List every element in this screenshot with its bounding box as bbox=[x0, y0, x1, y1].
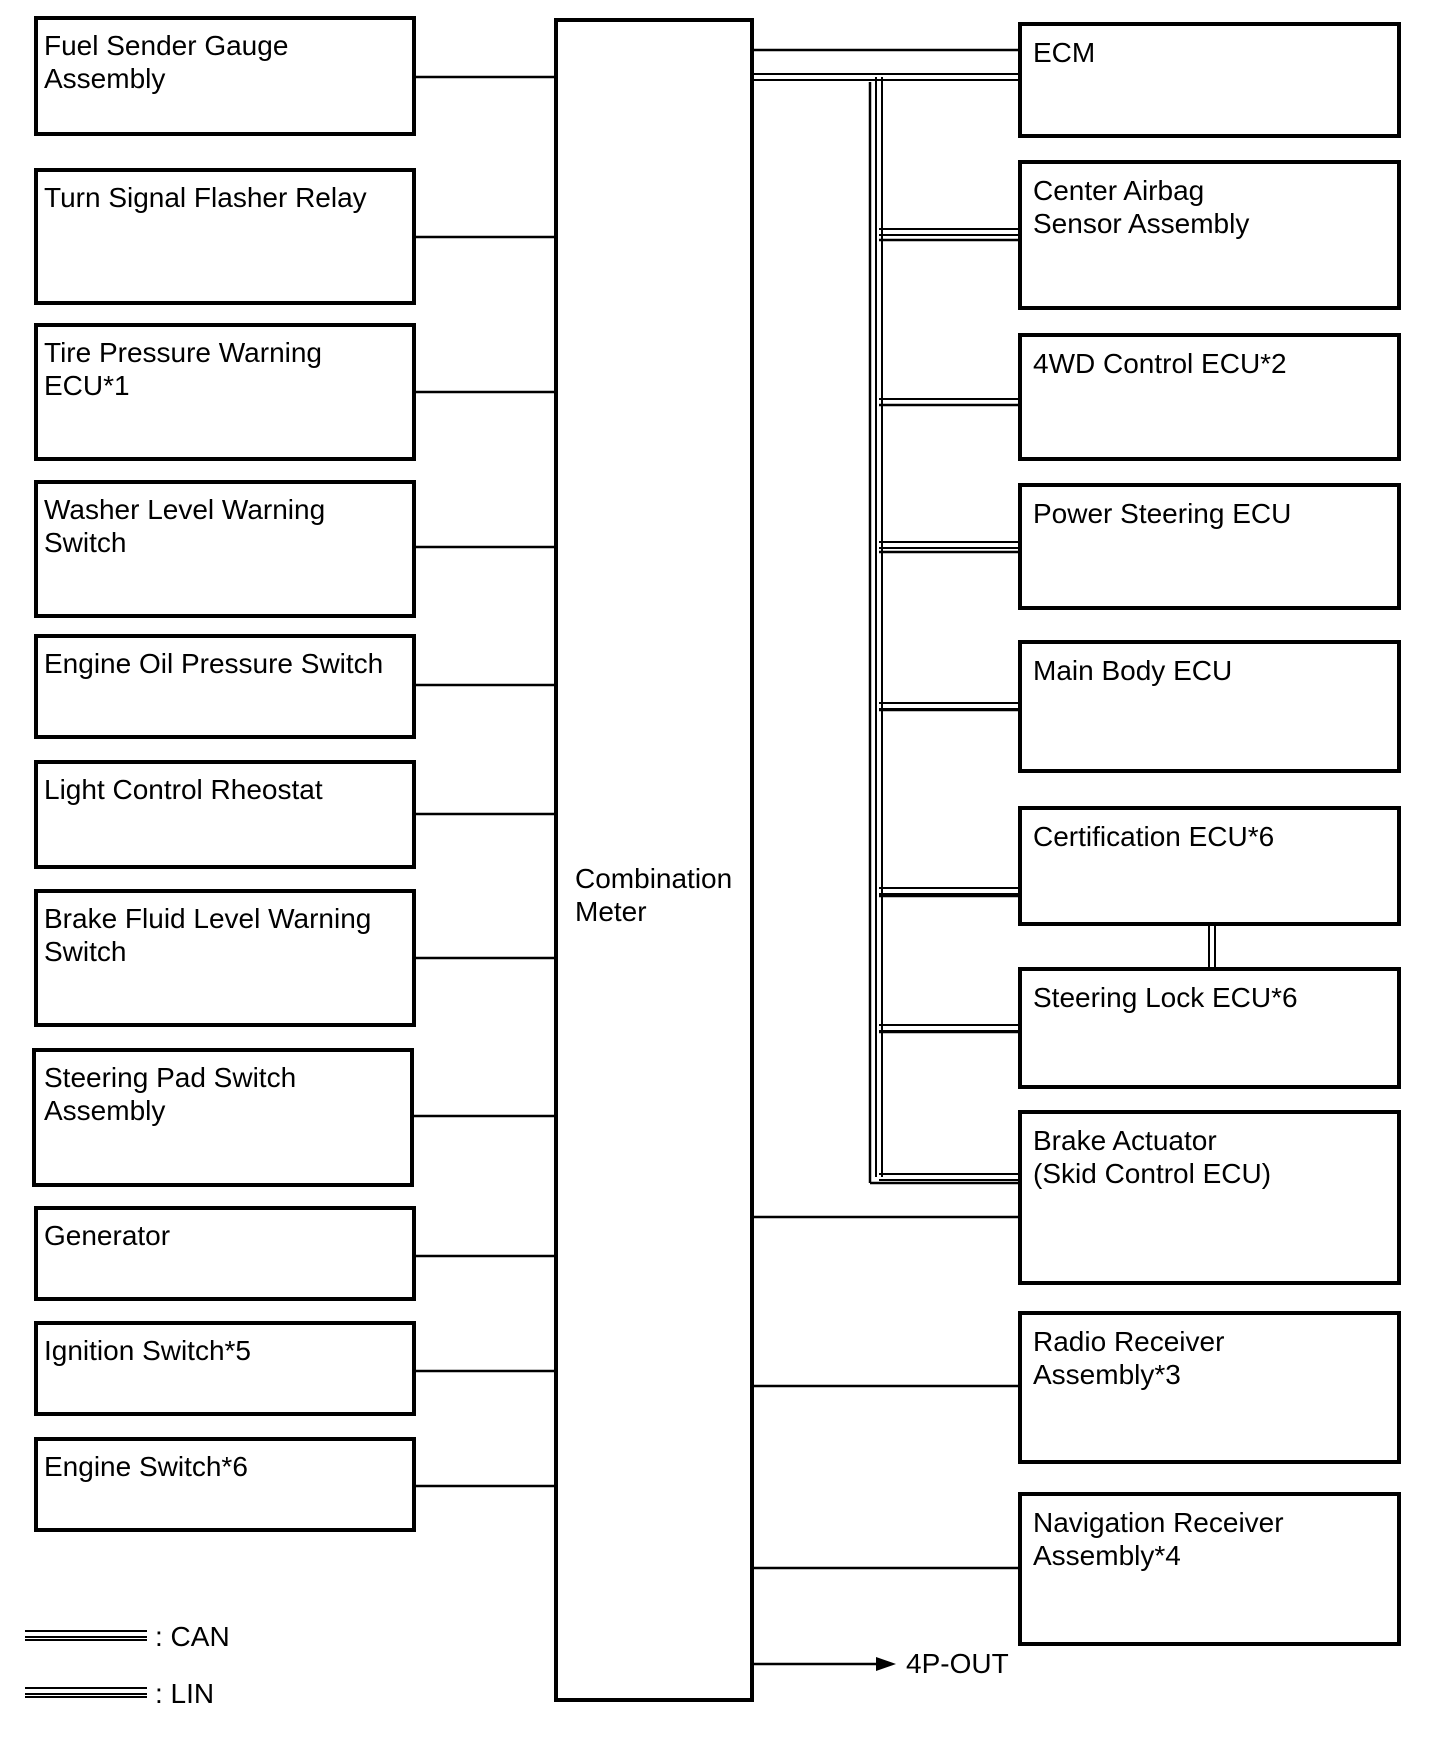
tire-pressure-warning-ecu-label-line: Tire Pressure Warning bbox=[44, 337, 323, 368]
combination-meter-label-line: Meter bbox=[575, 896, 647, 927]
can-branch-0 bbox=[879, 229, 1020, 235]
main-body-ecu-label bbox=[1033, 655, 1232, 686]
4wd-control-ecu-label-line: 4WD Control ECU*2 bbox=[1033, 348, 1287, 379]
radio-receiver-label-line: Assembly*3 bbox=[1033, 1359, 1181, 1390]
can-branch-brake bbox=[879, 1174, 1020, 1180]
legend-lin-label: : LIN bbox=[155, 1678, 215, 1709]
legend-lin-sample bbox=[25, 1688, 147, 1694]
fuel-sender-gauge-label-line: Fuel Sender Gauge bbox=[44, 30, 289, 61]
ecm-label bbox=[1033, 37, 1095, 68]
brake-actuator-label-line: (Skid Control ECU) bbox=[1033, 1158, 1272, 1189]
fuel-sender-gauge-label-line: Assembly bbox=[44, 63, 166, 94]
arrow-right-icon bbox=[876, 1657, 896, 1671]
legend-can-sample bbox=[25, 1631, 147, 1637]
light-control-rheostat-label-line: Light Control Rheostat bbox=[44, 774, 323, 805]
ecm-label-line: ECM bbox=[1033, 37, 1096, 68]
generator-label bbox=[44, 1220, 170, 1251]
certification-ecu-label bbox=[1033, 821, 1274, 852]
output-label: 4P-OUT bbox=[906, 1648, 1009, 1679]
power-steering-ecu-label-line: Power Steering ECU bbox=[1033, 498, 1292, 529]
light-control-rheostat-label bbox=[44, 774, 323, 805]
can-branch-4 bbox=[879, 888, 1020, 894]
turn-signal-flasher-relay-label bbox=[44, 182, 367, 213]
steering-pad-switch-label-line: Steering Pad Switch bbox=[44, 1062, 297, 1093]
main-body-ecu-label-line: Main Body ECU bbox=[1033, 655, 1233, 686]
generator-label-line: Generator bbox=[44, 1220, 171, 1251]
brake-fluid-level-warning-switch-label-line: Brake Fluid Level Warning bbox=[44, 903, 372, 934]
engine-oil-pressure-switch-label-line: Engine Oil Pressure Switch bbox=[44, 648, 384, 679]
washer-level-warning-switch-label-line: Switch bbox=[44, 527, 127, 558]
ignition-switch-label-line: Ignition Switch*5 bbox=[44, 1335, 252, 1366]
center-airbag-sensor-label-line: Center Airbag bbox=[1033, 175, 1205, 206]
steering-lock-ecu-label bbox=[1033, 982, 1298, 1013]
power-steering-ecu-label bbox=[1033, 498, 1291, 529]
combination-meter-box bbox=[556, 20, 752, 1700]
can-branch-5 bbox=[879, 1025, 1020, 1031]
certification-ecu-label-line: Certification ECU*6 bbox=[1033, 821, 1275, 852]
component-layer bbox=[34, 18, 1399, 1700]
4wd-control-ecu-label bbox=[1033, 348, 1287, 379]
center-airbag-sensor-label-line: Sensor Assembly bbox=[1033, 208, 1250, 239]
can-branch-3 bbox=[879, 703, 1020, 709]
brake-actuator-label-line: Brake Actuator bbox=[1033, 1125, 1217, 1156]
washer-level-warning-switch-label-line: Washer Level Warning bbox=[44, 494, 326, 525]
legend-can-label: : CAN bbox=[155, 1621, 230, 1652]
can-backbone-vertical bbox=[876, 77, 882, 1177]
engine-switch-label bbox=[44, 1451, 248, 1482]
navigation-receiver-label-line: Navigation Receiver bbox=[1033, 1507, 1284, 1538]
combination-meter-label-line: Combination bbox=[575, 863, 733, 894]
navigation-receiver-label-line: Assembly*4 bbox=[1033, 1540, 1181, 1571]
tire-pressure-warning-ecu-label-line: ECU*1 bbox=[44, 370, 130, 401]
radio-receiver-label-line: Radio Receiver bbox=[1033, 1326, 1225, 1357]
turn-signal-flasher-relay-label-line: Turn Signal Flasher Relay bbox=[44, 182, 367, 213]
engine-oil-pressure-switch-label bbox=[44, 648, 383, 679]
steering-lock-ecu-label-line: Steering Lock ECU*6 bbox=[1033, 982, 1298, 1013]
certification-steering-lock-link bbox=[1209, 924, 1215, 969]
steering-pad-switch-label-line: Assembly bbox=[44, 1095, 166, 1126]
brake-fluid-level-warning-switch-label-line: Switch bbox=[44, 936, 127, 967]
engine-switch-label-line: Engine Switch*6 bbox=[44, 1451, 248, 1482]
ignition-switch-label bbox=[44, 1335, 251, 1366]
can-branch-2 bbox=[879, 542, 1020, 548]
can-trunk-horizontal bbox=[752, 74, 1020, 80]
